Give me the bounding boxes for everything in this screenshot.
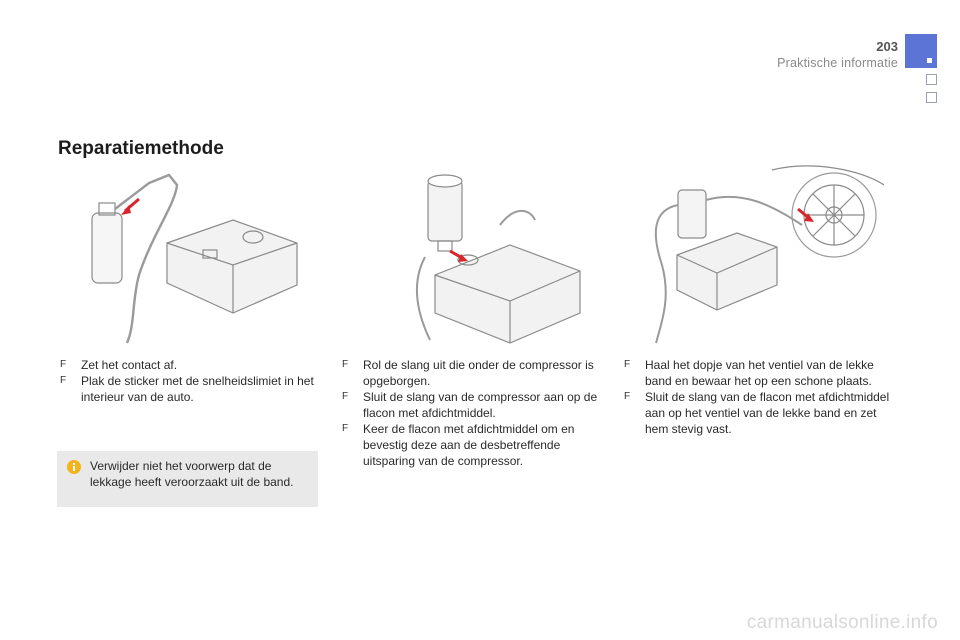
bullet-mark: F xyxy=(60,359,67,370)
list-item xyxy=(340,357,608,389)
chapter-tab[interactable] xyxy=(926,74,937,85)
page-title: Reparatiemethode xyxy=(58,138,224,159)
list-item-text: Zet het contact af. xyxy=(81,358,178,372)
bullet-mark: F xyxy=(342,423,349,434)
info-box xyxy=(57,451,318,507)
instruction-column-1 xyxy=(58,357,318,405)
list-item-text: Sluit de slang van de compressor aan op de flacon met afdichtmiddel. xyxy=(363,390,598,420)
list-item xyxy=(58,373,318,405)
illustration-bottle-hose xyxy=(57,165,319,345)
info-icon xyxy=(67,460,81,474)
list-item xyxy=(340,389,608,421)
instruction-column-3 xyxy=(622,357,890,437)
watermark: carmanualsonline.info xyxy=(746,612,938,633)
info-text: Verwijder niet het voorwerp dat de lekkage heeft veroorzaakt uit de band. xyxy=(90,459,294,489)
bullet-mark: F xyxy=(342,391,349,402)
illustration-bottle-compressor xyxy=(340,165,602,345)
list-item xyxy=(622,389,890,437)
chapter-tab-active[interactable] xyxy=(905,34,937,68)
section-label: Praktische informatie xyxy=(777,56,898,70)
illustration-wheel-connection xyxy=(622,165,884,345)
bullet-mark: F xyxy=(624,359,631,370)
list-item-text: Rol de slang uit die onder de compressor is opgeborgen. xyxy=(363,358,594,388)
page-number: 203 xyxy=(876,39,898,54)
instruction-column-2 xyxy=(340,357,608,469)
bullet-mark: F xyxy=(60,375,67,386)
chapter-tab[interactable] xyxy=(926,92,937,103)
list-item xyxy=(58,357,318,373)
list-item-text: Haal het dopje van het ventiel van de lekke band en bewaar het op een schone plaats. xyxy=(645,358,874,388)
list-item-text: Plak de sticker met de snelheidslimiet in het interieur van de auto. xyxy=(81,374,314,404)
list-item-text: Keer de flacon met afdichtmiddel om en bevestig deze aan de desbetreffende uitsparing van de compressor. xyxy=(363,422,575,468)
list-item-text: Sluit de slang van de flacon met afdichtmiddel aan op het ventiel van de lekke band en zet hem stevig vast. xyxy=(645,390,890,436)
list-item xyxy=(622,357,890,389)
list-item xyxy=(340,421,608,469)
bullet-mark: F xyxy=(624,391,631,402)
bullet-mark: F xyxy=(342,359,349,370)
